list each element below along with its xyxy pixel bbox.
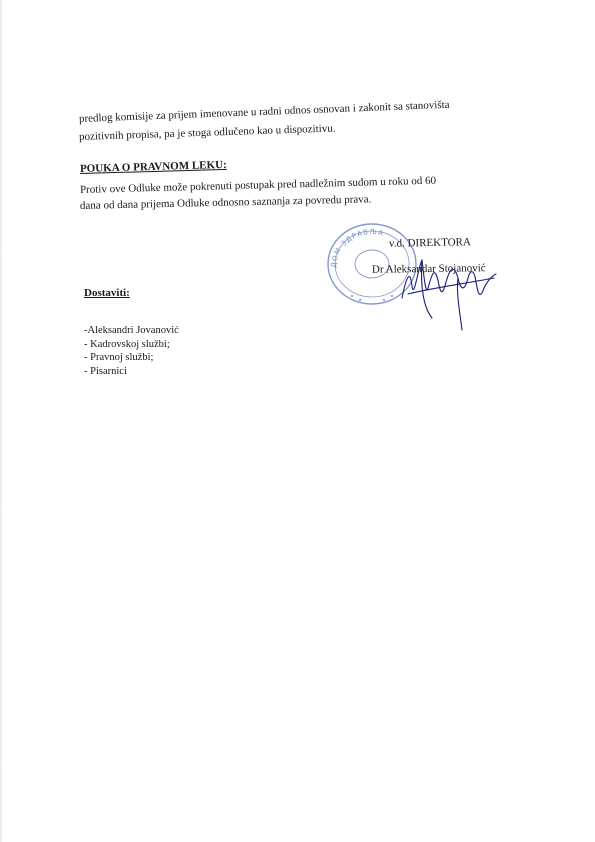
distribution-heading: Dostaviti: (84, 287, 130, 299)
distribution-item: - Pravnoj službi; (84, 352, 154, 363)
scan-edge-shadow (0, 0, 3, 842)
handwritten-signature (362, 238, 512, 333)
body-line-3: Protiv ove Odluke može pokrenuti postupak pred nadležnim sudom u roku od 60 (79, 174, 437, 196)
distribution-item: - Pisarnici (84, 365, 127, 377)
distribution-list (84, 324, 179, 378)
distribution-item: -Aleksandri Jovanović (84, 325, 179, 336)
body-line-1: predlog komisije za prijem imenovane u radni odnos osnovan i zakonit sa stanovišta (78, 98, 450, 125)
stamp-text: ДОМ ЗДРАВЉА (329, 227, 385, 269)
signatory-name: Dr Aleksandar Stojanović (371, 262, 486, 276)
body-line-2: pozitivnih propisa, pa je stoga odlučeno kao u dispozitivu. (78, 122, 336, 143)
legal-remedy-heading: POUKA O PRAVNOM LEKU: (79, 158, 227, 175)
signatory-title: v.d. DIREKTORA (388, 236, 471, 250)
distribution-item: - Kadrovskoj službi; (84, 338, 170, 350)
body-line-4: dana od dana prijema Odluke odnosno saznanja za povredu prava. (79, 193, 372, 212)
